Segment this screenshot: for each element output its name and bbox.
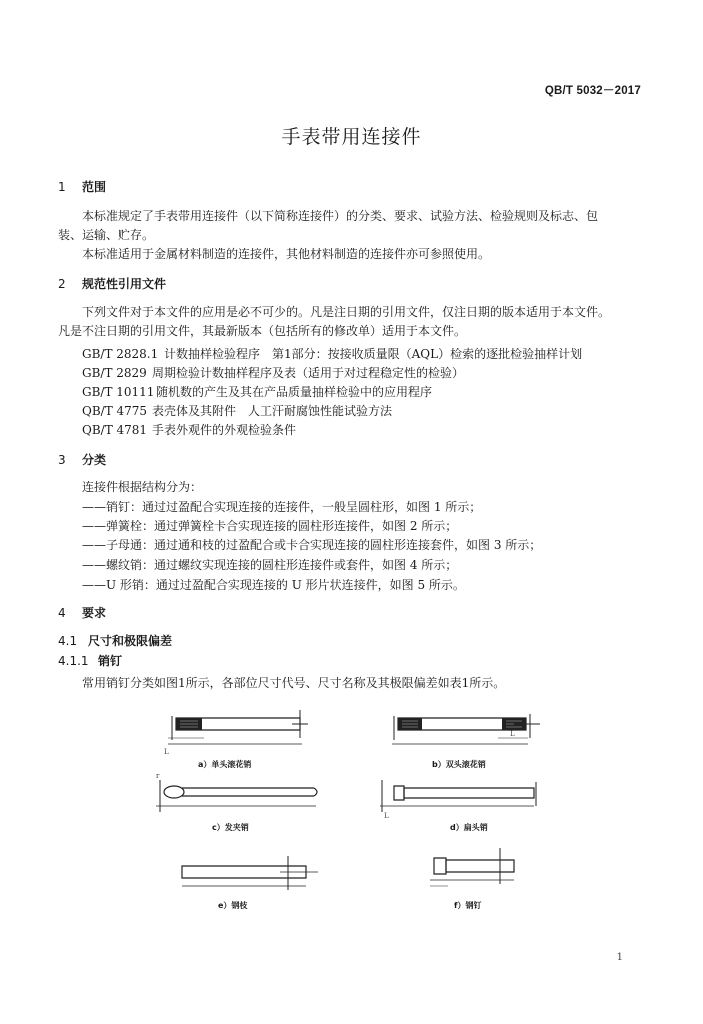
section-4-number: 4 xyxy=(58,606,66,620)
reference-code: GB/T 2828.1 xyxy=(82,347,159,361)
section-4-1-number: 4.1 xyxy=(58,634,78,648)
figure-b-drawing xyxy=(386,700,546,756)
classification-item: ——螺纹销：通过螺纹实现连接的圆柱形连接件或套件，如图 4 所示； xyxy=(82,558,458,572)
reference-code: QB/T 4775 xyxy=(82,404,148,418)
figure-f-drawing xyxy=(420,840,530,894)
svg-text:L: L xyxy=(510,730,515,738)
svg-text:L: L xyxy=(164,748,169,756)
section-4-title: 要求 xyxy=(82,606,107,620)
figure-a-caption: a）单头滚花销 xyxy=(198,760,252,769)
section-4-1-title: 尺寸和极限偏差 xyxy=(88,634,173,648)
reference-name: 表壳体及其附件 人工汗耐腐蚀性能试验方法 xyxy=(152,404,393,418)
section-1-number: 1 xyxy=(58,180,66,194)
document-title: 手表带用连接件 xyxy=(281,126,422,148)
section-3-heading xyxy=(58,451,106,468)
figure-e-caption: e）钢枝 xyxy=(218,901,248,910)
figure-c-caption: c）发夹销 xyxy=(212,823,249,832)
section-2-number: 2 xyxy=(58,277,66,291)
figure-b-caption: b）双头滚花销 xyxy=(432,760,486,769)
reference-name: 计数抽样检验程序 第1部分：按接收质量限（AQL）检索的逐批检验抽样计划 xyxy=(164,347,583,361)
section-1-para-1-line-1: 本标准规定了手表带用连接件（以下简称连接件）的分类、要求、试验方法、检验规则及标志、包 xyxy=(82,209,599,223)
classification-item: ——子母通：通过通和枝的过盈配合或卡合实现连接的圆柱形连接套件，如图 3 所示； xyxy=(82,538,542,552)
section-4-heading xyxy=(58,604,106,621)
reference-item xyxy=(82,364,464,381)
figure-f-caption: f）钢钉 xyxy=(454,901,482,910)
figure-e-drawing xyxy=(172,850,322,898)
reference-code: GB/T 2829 xyxy=(82,366,147,380)
section-2-para-line-1: 下列文件对于本文件的应用是必不可少的。凡是注日期的引用文件，仅注日期的版本适用于本文件。 xyxy=(82,305,611,319)
figure-c-drawing xyxy=(148,772,328,820)
page-number: 1 xyxy=(616,952,623,963)
svg-text:L: L xyxy=(384,812,389,820)
classification-item: ——销钉：通过过盈配合实现连接的连接件，一般呈圆柱形，如图 1 所示； xyxy=(82,500,482,514)
section-3-intro: 连接件根据结构分为： xyxy=(82,480,203,494)
reference-item xyxy=(82,345,582,362)
section-4-1-1-para: 常用销钉分类如图1所示，各部位尺寸代号、尺寸名称及其极限偏差如表1所示。 xyxy=(82,676,506,690)
section-1-para-2: 本标准适用于金属材料制造的连接件，其他材料制造的连接件亦可参照使用。 xyxy=(82,247,491,261)
section-4-1-1-number: 4.1.1 xyxy=(58,654,89,668)
section-3-title: 分类 xyxy=(82,453,107,467)
reference-item xyxy=(82,421,296,438)
reference-item xyxy=(82,383,432,400)
section-2-title: 规范性引用文件 xyxy=(82,277,167,291)
section-4-1-heading xyxy=(58,632,172,649)
figure-d-caption: d）扁头销 xyxy=(450,823,488,832)
section-3-number: 3 xyxy=(58,453,66,467)
figure-d-drawing xyxy=(376,772,546,820)
standard-number: QB/T 5032－2017 xyxy=(544,85,641,97)
classification-item: ——弹簧栓：通过弹簧栓卡合实现连接的圆柱形连接件，如图 2 所示； xyxy=(82,519,458,533)
reference-code: GB/T 10111 xyxy=(82,385,155,399)
section-2-heading xyxy=(58,275,166,292)
figure-a-drawing xyxy=(160,700,320,756)
section-2-para-line-2: 凡是不注日期的引用文件，其最新版本（包括所有的修改单）适用于本文件。 xyxy=(58,324,467,338)
reference-name: 周期检验计数抽样程序及表（适用于对过程稳定性的检验） xyxy=(152,366,465,380)
section-4-1-1-heading xyxy=(58,652,122,669)
reference-code: QB/T 4781 xyxy=(82,423,148,437)
section-1-para-1-line-2: 装、运输、贮存。 xyxy=(58,228,155,242)
reference-name: 手表外观件的外观检验条件 xyxy=(152,423,297,437)
reference-item xyxy=(82,402,392,419)
svg-text:r: r xyxy=(156,772,160,780)
section-1-heading xyxy=(58,178,106,195)
section-4-1-1-title: 销钉 xyxy=(98,654,123,668)
section-1-title: 范围 xyxy=(82,180,107,194)
reference-name: 随机数的产生及其在产品质量抽样检验中的应用程序 xyxy=(156,385,433,399)
classification-item: ——U 形销：通过过盈配合实现连接的 U 形片状连接件，如图 5 所示。 xyxy=(82,578,465,592)
